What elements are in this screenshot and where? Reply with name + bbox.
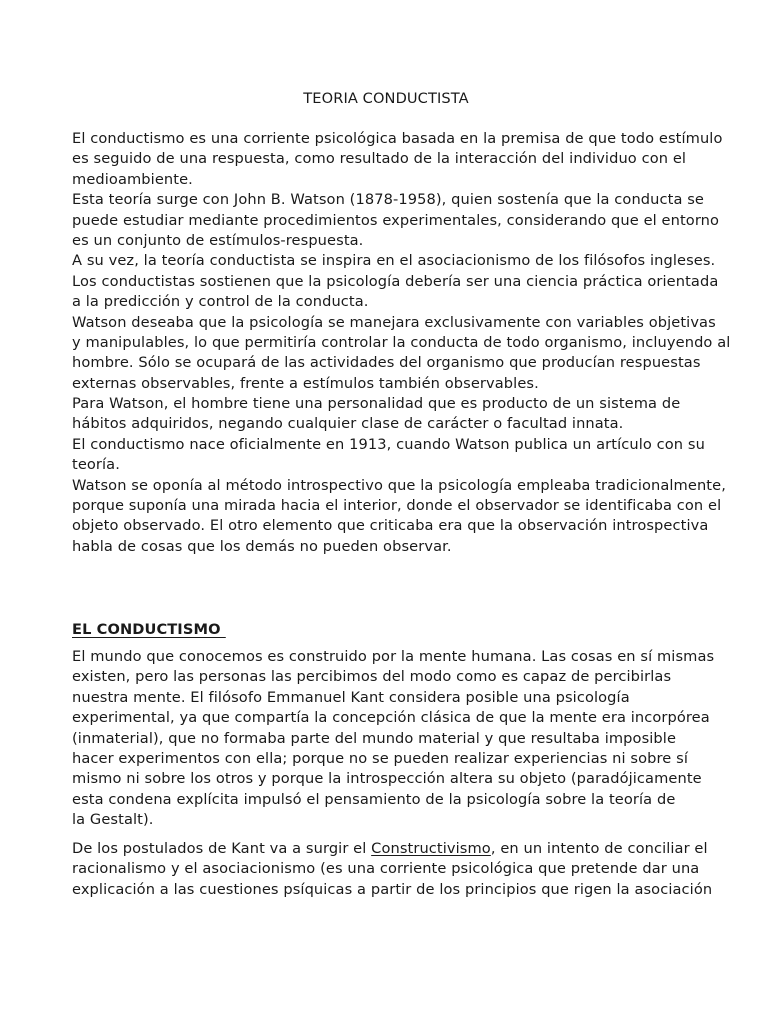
text-line: y manipulables, lo que permitiría controlar la conducta de todo organismo, incluyendo al [72, 333, 731, 351]
text-fragment: De los postulados de Kant va a surgir el [72, 840, 372, 857]
text-line: A su vez, la teoría conductista se inspira en el asociacionismo de los filósofos ingleses. [72, 252, 716, 270]
text-line: racionalismo y el asociacionismo (es una corriente psicológica que pretende dar una [72, 860, 700, 878]
text-line: Esta teoría surge con John B. Watson (1878-1958), quien sostenía que la conducta se [72, 191, 705, 209]
text-line: Watson se oponía al método introspectivo que la psicología empleaba tradicionalmente, [72, 476, 726, 494]
text-line: teoría. [72, 456, 120, 474]
text-line: explicación a las cuestiones psíquicas a partir de los principios que rigen la asociación [72, 880, 713, 898]
text-line [72, 839, 708, 859]
text-line: esta condena explícita impulsó el pensamiento de la psicología sobre la teoría de [72, 790, 676, 808]
text-line: medioambiente. [72, 170, 193, 188]
text-line: existen, pero las personas las percibimos del modo como es capaz de percibirlas [72, 668, 672, 686]
text-line: El mundo que conocemos es construido por la mente humana. Las cosas en sí mismas [72, 648, 715, 665]
constructivism-paragraph [72, 839, 713, 900]
text-line: externas observables, frente a estímulos también observables. [72, 374, 539, 392]
text-line: la Gestalt). [72, 811, 154, 829]
text-line: mismo ni sobre los otros y porque la introspección altera su objeto (paradójicamente [72, 770, 702, 788]
text-line: habla de cosas que los demás no pueden observar. [72, 537, 452, 555]
constructivismo-link[interactable]: Constructivismo [371, 840, 491, 857]
text-line: El conductismo nace oficialmente en 1913, cuando Watson publica un artículo con su [72, 435, 705, 453]
text-line: nuestra mente. El filósofo Emmanuel Kant considera posible una psicología [72, 688, 630, 706]
intro-paragraph [72, 129, 731, 557]
text-line: objeto observado. El otro elemento que criticaba era que la observación introspectiva [72, 517, 709, 535]
section-heading: EL CONDUCTISMO [72, 621, 226, 638]
text-line: porque suponía una mirada hacia el interior, donde el observador se identificaba con el [72, 497, 722, 515]
text-line: El conductismo es una corriente psicológica basada en la premisa de que todo estímulo [72, 130, 723, 147]
text-line: hacer experimentos con ella; porque no se pueden realizar experiencias ni sobre sí [72, 749, 688, 767]
text-line: es un conjunto de estímulos-respuesta. [72, 231, 364, 249]
text-fragment: , en un intento de conciliar el [490, 840, 708, 857]
text-line: Los conductistas sostienen que la psicología debería ser una ciencia práctica orientada [72, 272, 719, 290]
text-line: puede estudiar mediante procedimientos experimentales, considerando que el entorno [72, 211, 720, 229]
page-title: TEORIA CONDUCTISTA [303, 90, 469, 107]
text-line: es seguido de una respuesta, como resultado de la interacción del individuo con el [72, 150, 687, 168]
text-line: hábitos adquiridos, negando cualquier clase de carácter o facultad innata. [72, 415, 624, 433]
text-line: hombre. Sólo se ocupará de las actividades del organismo que producían respuestas [72, 354, 701, 372]
section-paragraph [72, 647, 715, 831]
text-line: Watson deseaba que la psicología se manejara exclusivamente con variables objetivas [72, 313, 716, 331]
text-line: Para Watson, el hombre tiene una personalidad que es producto de un sistema de [72, 395, 681, 413]
text-line: experimental, ya que compartía la concepción clásica de que la mente era incorpórea [72, 709, 710, 727]
text-line: (inmaterial), que no formaba parte del mundo material y que resultaba imposible [72, 729, 677, 747]
text-line: a la predicción y control de la conducta. [72, 293, 369, 311]
